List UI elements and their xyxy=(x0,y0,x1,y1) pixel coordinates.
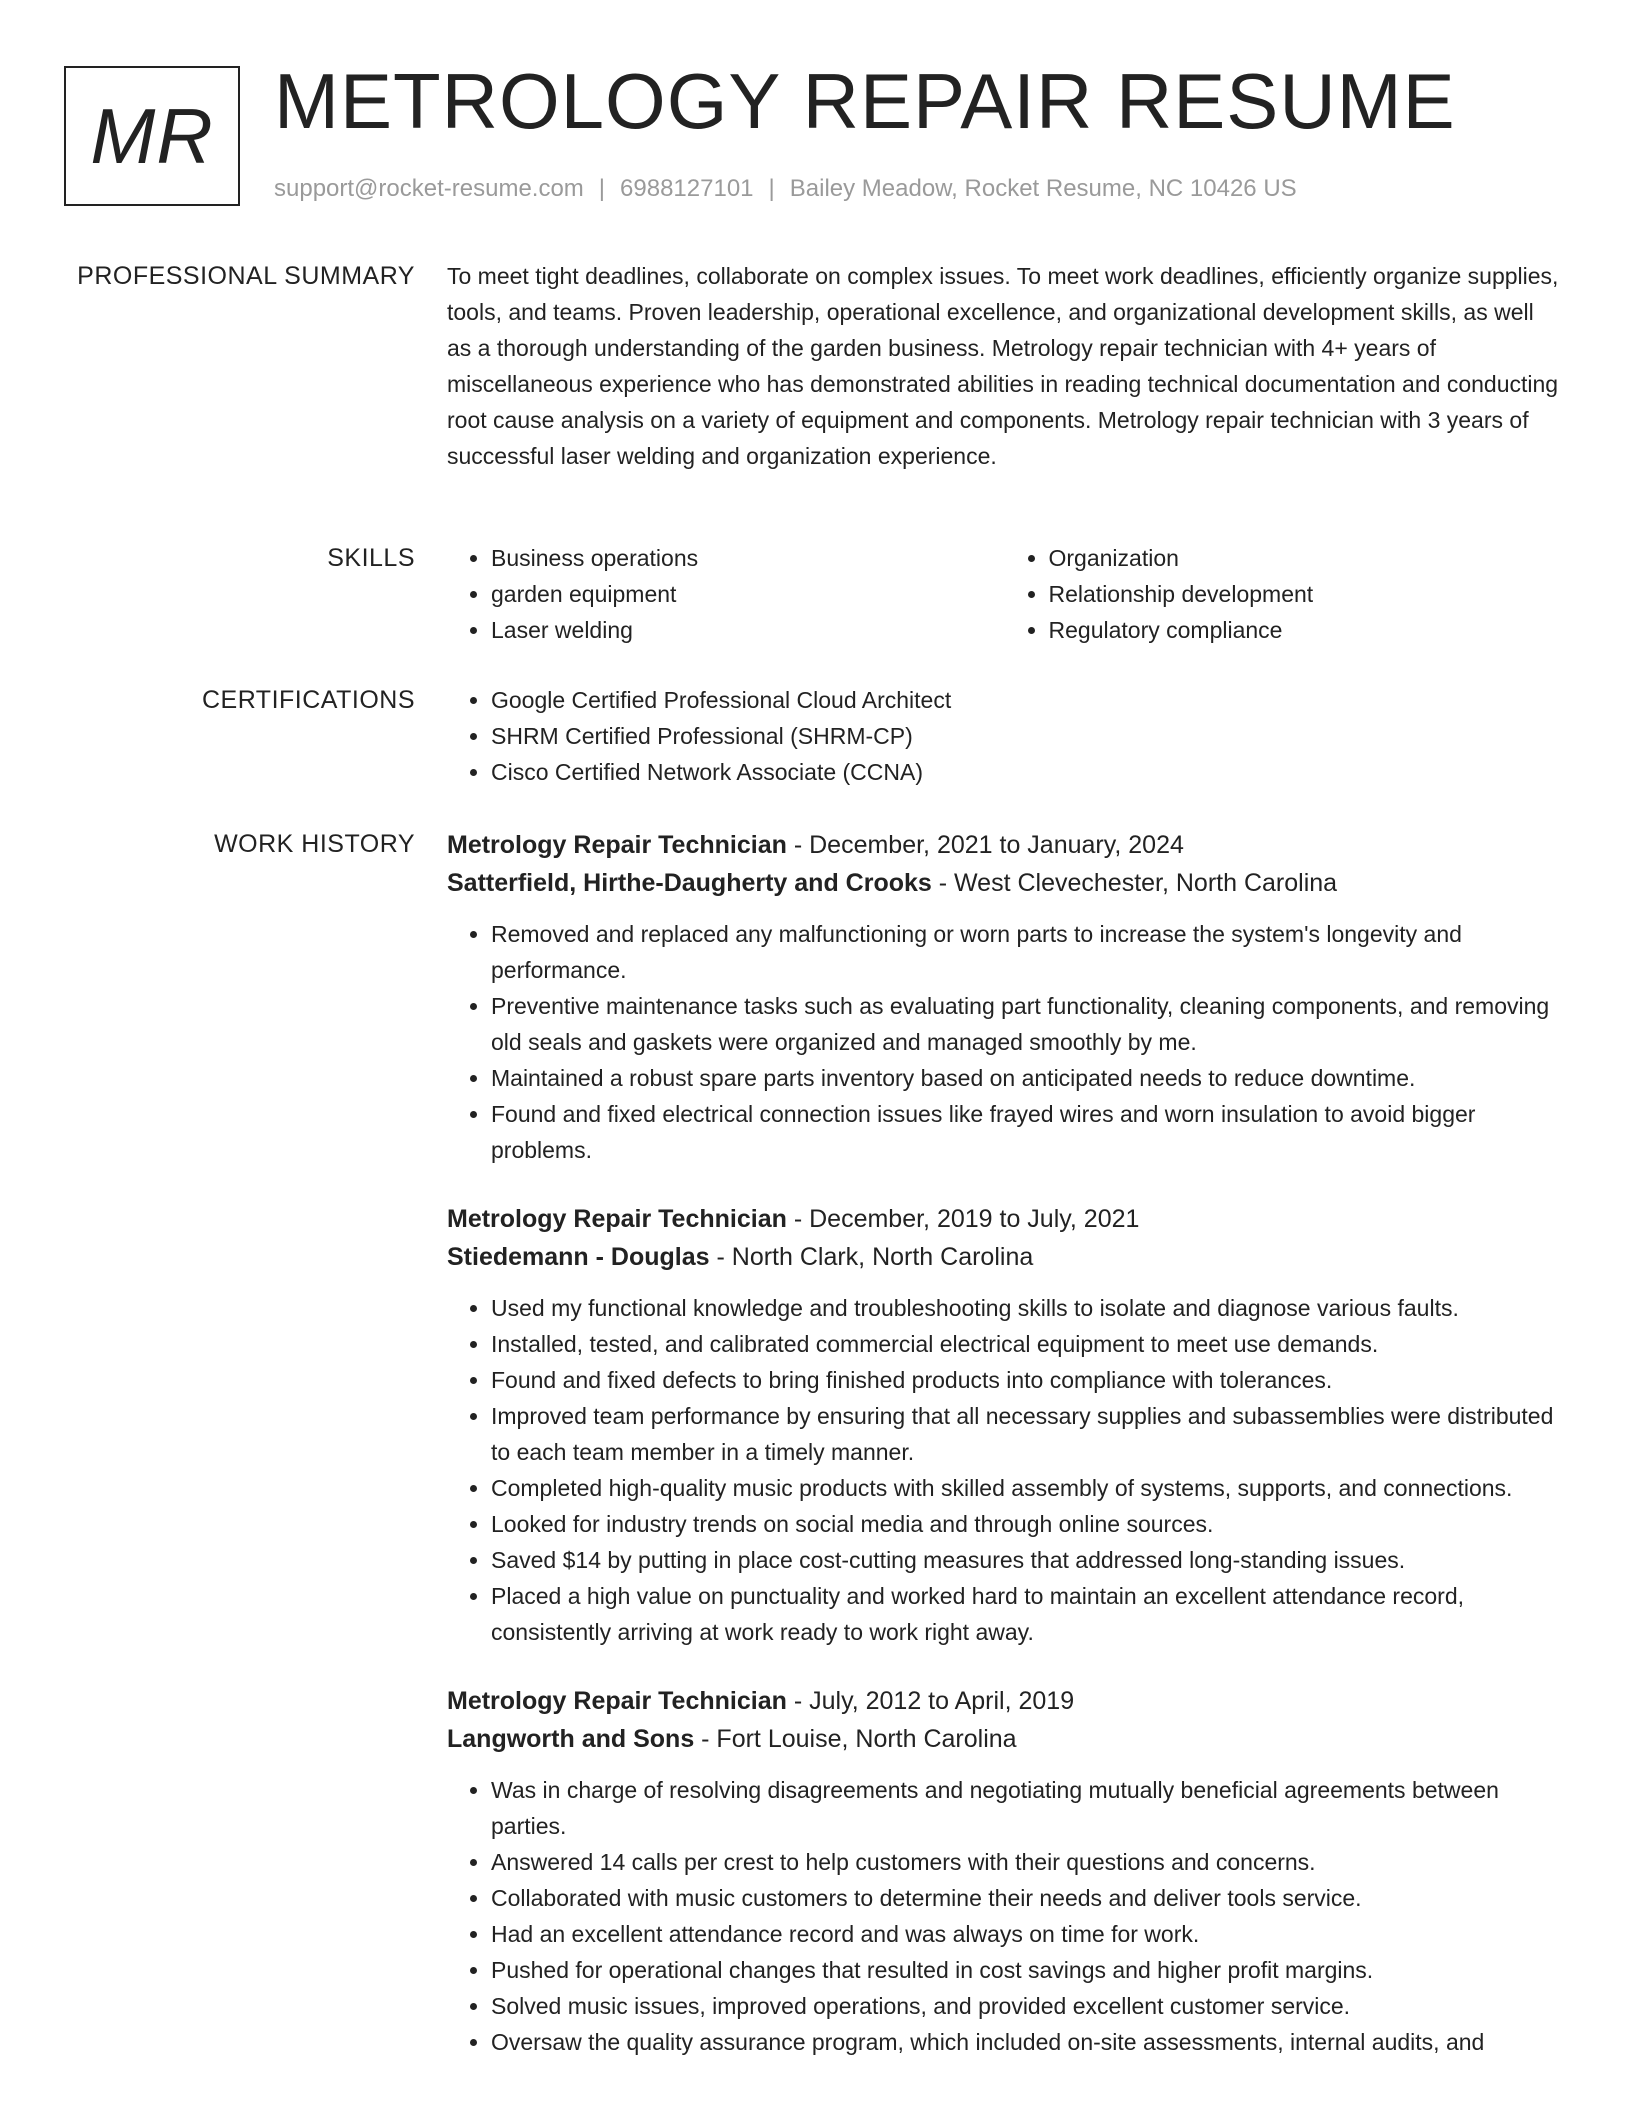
summary-label: PROFESSIONAL SUMMARY xyxy=(77,262,415,290)
resume-title: METROLOGY REPAIR RESUME xyxy=(274,57,1456,145)
certification-item: • Cisco Certified Network Associate (CCNA) xyxy=(491,754,1562,790)
skill-item: • garden equipment xyxy=(491,576,1005,612)
skill-item: • Relationship development xyxy=(1049,576,1563,612)
job-bullet: • Used my functional knowledge and troubleshooting skills to isolate and diagnose various faults. xyxy=(491,1290,1562,1326)
job-bullet: • Oversaw the quality assurance program, which included on-site assessments, internal audits, and xyxy=(491,2024,1562,2060)
job-title: Metrology Repair Technician xyxy=(447,1205,787,1233)
job-bullets xyxy=(447,916,1562,1168)
skills-label: SKILLS xyxy=(327,544,415,572)
job-bullet: • Saved $14 by putting in place cost-cutting measures that addressed long-standing issues. xyxy=(491,1542,1562,1578)
job-company: Langworth and Sons xyxy=(447,1725,695,1753)
skill-item: • Laser welding xyxy=(491,612,1005,648)
job-title: Metrology Repair Technician xyxy=(447,831,787,859)
job-location: - North Clark, North Carolina xyxy=(709,1243,1034,1271)
contact-email: support@rocket-resume.com xyxy=(274,175,584,202)
contact-address: Bailey Meadow, Rocket Resume, NC 10426 US xyxy=(789,175,1297,202)
job-location: - Fort Louise, North Carolina xyxy=(694,1725,1017,1753)
job-company: Stiedemann - Douglas xyxy=(447,1243,710,1271)
job-bullet: • Had an excellent attendance record and was always on time for work. xyxy=(491,1916,1562,1952)
work-history-label: WORK HISTORY xyxy=(214,830,415,858)
skills-left-column xyxy=(447,540,1005,648)
certifications-list xyxy=(447,682,1562,790)
skill-item: • Regulatory compliance xyxy=(1049,612,1563,648)
job-bullet: • Looked for industry trends on social media and through online sources. xyxy=(491,1506,1562,1542)
summary-text: To meet tight deadlines, collaborate on complex issues. To meet work deadlines, efficiently organize supplies, tools, and teams. Proven leadership, operational excellence, and organizational development skills, as well as a thorough understanding of the garden business. Metrology repair technician with 4+ years of miscellaneous experience who has demonstrated abilities in reading technical documentation and conducting root cause analysis on a variety of equipment and components. Metrology repair technician with 3 years of successful laser welding and organization experience. xyxy=(447,263,1559,469)
job-entry xyxy=(447,1682,1562,2060)
job-dates: - December, 2021 to January, 2024 xyxy=(786,831,1184,859)
certification-item: • Google Certified Professional Cloud Architect xyxy=(491,682,1562,718)
job-entry xyxy=(447,1200,1562,1650)
job-bullet: • Completed high-quality music products with skilled assembly of systems, supports, and connections. xyxy=(491,1470,1562,1506)
job-title-line xyxy=(447,1200,1562,1238)
job-title-line xyxy=(447,1682,1562,1720)
job-entry xyxy=(447,826,1562,1168)
job-bullet: • Solved music issues, improved operations, and provided excellent customer service. xyxy=(491,1988,1562,2024)
job-bullet: • Removed and replaced any malfunctioning or worn parts to increase the system's longevity and performance. xyxy=(491,916,1562,988)
job-bullet: • Installed, tested, and calibrated commercial electrical equipment to meet use demands. xyxy=(491,1326,1562,1362)
job-bullets xyxy=(447,1772,1562,2060)
work-history-body xyxy=(447,826,1562,2092)
job-bullet: • Preventive maintenance tasks such as evaluating part functionality, cleaning components, and removing old seals and gaskets were organized and managed smoothly by me. xyxy=(491,988,1562,1060)
job-bullets xyxy=(447,1290,1562,1650)
job-dates: - December, 2019 to July, 2021 xyxy=(786,1205,1140,1233)
certifications-label: CERTIFICATIONS xyxy=(201,686,415,714)
job-bullet: • Was in charge of resolving disagreements and negotiating mutually beneficial agreements between parties. xyxy=(491,1772,1562,1844)
skill-item: • Business operations xyxy=(491,540,1005,576)
job-company-line xyxy=(447,864,1562,902)
certification-item: • SHRM Certified Professional (SHRM-CP) xyxy=(491,718,1562,754)
monogram-box xyxy=(64,66,240,206)
job-bullet: • Found and fixed defects to bring finished products into compliance with tolerances. xyxy=(491,1362,1562,1398)
contact-phone: 6988127101 xyxy=(620,175,754,202)
job-company: Satterfield, Hirthe-Daugherty and Crooks xyxy=(447,869,932,897)
job-bullet: • Placed a high value on punctuality and worked hard to maintain an excellent attendance record, consistently arriving at work ready to work right away. xyxy=(491,1578,1562,1650)
job-location: - West Clevechester, North Carolina xyxy=(931,869,1338,897)
job-bullet: • Maintained a robust spare parts inventory based on anticipated needs to reduce downtime. xyxy=(491,1060,1562,1096)
job-bullet: • Answered 14 calls per crest to help customers with their questions and concerns. xyxy=(491,1844,1562,1880)
job-bullet: • Collaborated with music customers to determine their needs and deliver tools service. xyxy=(491,1880,1562,1916)
contact-separator: | xyxy=(598,175,606,202)
job-bullet: • Found and fixed electrical connection issues like frayed wires and worn insulation to avoid bigger problems. xyxy=(491,1096,1562,1168)
job-title: Metrology Repair Technician xyxy=(447,1687,787,1715)
job-bullet: • Improved team performance by ensuring that all necessary supplies and subassemblies were distributed to each team member in a timely manner. xyxy=(491,1398,1562,1470)
skills-right-column xyxy=(1005,540,1563,648)
monogram-text: MR xyxy=(90,91,214,180)
job-dates: - July, 2012 to April, 2019 xyxy=(786,1687,1075,1715)
job-company-line xyxy=(447,1720,1562,1758)
job-company-line xyxy=(447,1238,1562,1276)
contact-separator: | xyxy=(768,175,775,202)
contact-line xyxy=(274,175,1297,203)
skill-item: • Organization xyxy=(1049,540,1563,576)
job-title-line xyxy=(447,826,1562,864)
job-bullet: • Pushed for operational changes that resulted in cost savings and higher profit margins. xyxy=(491,1952,1562,1988)
skills-list xyxy=(447,540,1562,648)
